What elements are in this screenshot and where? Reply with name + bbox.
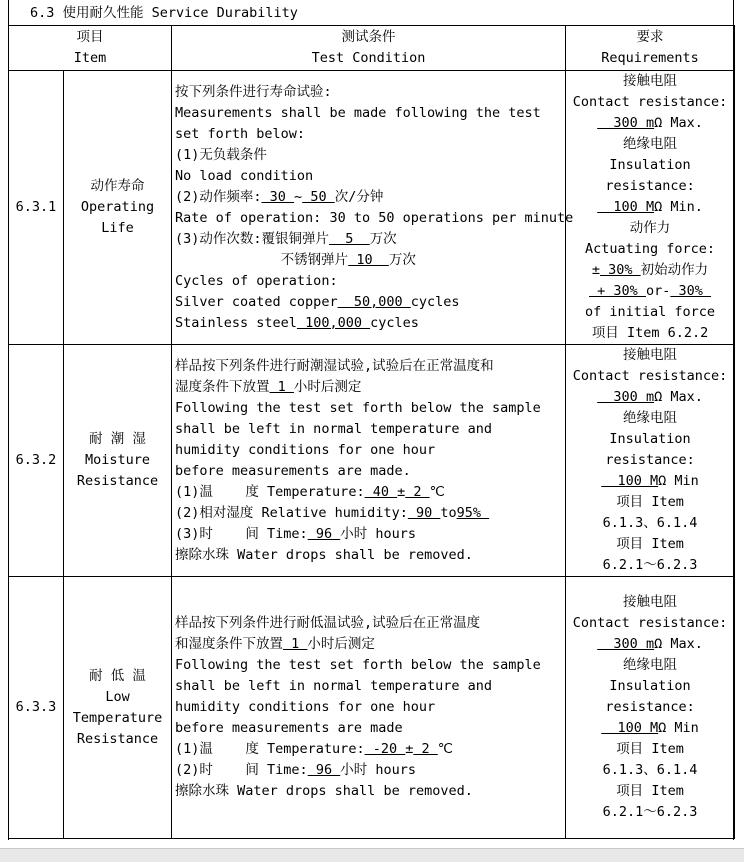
- text-segment: Contact resistance:: [572, 368, 728, 384]
- text-segment: 项目 Item: [616, 783, 684, 799]
- text-segment: 小时 hours: [340, 762, 416, 778]
- cell-line: [175, 208, 574, 229]
- text-segment: 动作力: [629, 220, 671, 236]
- cell-line: [175, 166, 565, 187]
- text-segment: before measurements are made: [175, 720, 403, 736]
- underlined-value: 1: [283, 636, 308, 652]
- text-segment: (3)时 间 Time:: [175, 525, 308, 542]
- text-segment: ℃: [429, 483, 445, 500]
- text-segment: Measurements shall be made following the test: [175, 104, 541, 121]
- cell-line: [566, 218, 734, 239]
- row-condition: [172, 71, 574, 345]
- row-item: [64, 577, 172, 839]
- text-segment: Contact resistance:: [572, 615, 728, 631]
- cell-line: [566, 260, 734, 281]
- text-segment: 擦除水珠 Water drops shall be removed.: [175, 783, 473, 799]
- row-condition: [172, 577, 566, 839]
- underlined-value: 30%: [670, 283, 711, 299]
- text-segment: ±: [405, 741, 414, 757]
- text-segment: humidity conditions for one hour: [175, 441, 436, 458]
- header-item: [9, 26, 172, 71]
- cell-line: [175, 781, 565, 802]
- cell-line: [175, 634, 565, 655]
- text-segment: ℃: [437, 741, 453, 757]
- text-segment: 接触电阻: [623, 347, 678, 363]
- cell-line: [175, 398, 565, 419]
- cell-line: [566, 408, 734, 429]
- cell-line: [175, 187, 565, 208]
- text-segment: cycles: [370, 314, 419, 331]
- item-zh: 耐 潮 湿: [89, 431, 146, 447]
- text-segment: ±: [397, 483, 406, 500]
- text-segment: Insulation: [609, 157, 691, 173]
- text-segment: resistance:: [605, 178, 695, 194]
- cell-line: [175, 503, 565, 524]
- text-segment: Following the test set forth below the sample: [175, 399, 541, 416]
- item-en: Moisture: [84, 452, 151, 468]
- cell-line: [566, 197, 734, 218]
- text-segment: Ω Min.: [654, 199, 703, 215]
- text-segment: Cycles of operation:: [175, 272, 338, 289]
- text-segment: 不锈钢弹片: [175, 251, 349, 268]
- row-requirements: [566, 577, 735, 839]
- cell-line: [566, 387, 734, 408]
- cell-line: [566, 92, 734, 113]
- text-segment: 接触电阻: [623, 594, 678, 610]
- cell-line: [566, 302, 734, 323]
- underlined-value: -20: [364, 741, 406, 757]
- text-segment: shall be left in normal temperature and: [175, 678, 492, 694]
- table-row: [9, 345, 735, 577]
- cell-line: [566, 634, 734, 655]
- text-segment: 6.1.3、6.1.4: [602, 515, 698, 531]
- text-segment: 小时后测定: [307, 636, 375, 652]
- text-segment: 小时后测定: [293, 378, 362, 395]
- text-segment: 项目 Item 6.2.2: [591, 325, 709, 341]
- cell-line: [566, 471, 734, 492]
- text-segment: Following the test set forth below the sample: [175, 657, 541, 673]
- cell-line: [175, 82, 565, 103]
- row-requirements: [566, 345, 735, 577]
- cell-line: [175, 482, 565, 503]
- header-item-en: Item: [73, 50, 107, 66]
- text-segment: 绝缘电阻: [623, 657, 678, 673]
- text-segment: 擦除水珠 Water drops shall be removed.: [175, 546, 473, 563]
- row-item: [64, 71, 172, 345]
- underlined-value: 300 m: [597, 115, 655, 131]
- underlined-value: 40: [364, 483, 398, 500]
- cell-line: [566, 281, 734, 302]
- text-segment: to: [440, 504, 457, 521]
- cell-line: [566, 239, 734, 260]
- text-segment: Stainless steel: [175, 314, 297, 331]
- cell-line: [175, 760, 565, 781]
- cell-line: [175, 124, 565, 145]
- underlined-value: 30%: [600, 262, 641, 278]
- cell-line: [175, 103, 565, 124]
- item-en: Low: [105, 688, 130, 705]
- cell-line: [566, 555, 734, 576]
- text-segment: 和湿度条件下放置: [175, 636, 284, 652]
- text-segment: resistance:: [605, 699, 695, 715]
- cell-line: [566, 492, 734, 513]
- cell-line: [566, 155, 734, 176]
- cell-line: [566, 134, 734, 155]
- underlined-value: 30: [261, 188, 295, 205]
- text-segment: 初始动作力: [640, 262, 709, 278]
- text-segment: 万次: [388, 251, 416, 268]
- item-en: Resistance: [76, 473, 159, 489]
- text-segment: humidity conditions for one hour: [175, 699, 436, 715]
- item-zh: 耐 低 温: [89, 667, 146, 684]
- item-zh: 动作寿命: [90, 178, 145, 194]
- text-segment: Ω Max.: [654, 115, 703, 131]
- text-segment: ~: [294, 188, 303, 205]
- text-segment: Rate of operation: 30 to 50 operations per minute: [175, 209, 574, 226]
- cell-line: [175, 613, 565, 634]
- text-segment: before measurements are made.: [175, 462, 411, 479]
- cell-line: [566, 513, 734, 534]
- cell-line: [566, 366, 734, 387]
- text-segment: resistance:: [605, 452, 695, 468]
- text-segment: set forth below:: [175, 125, 306, 142]
- underlined-value: 1: [269, 378, 294, 395]
- cell-line: [566, 655, 734, 676]
- cell-line: [566, 113, 734, 134]
- row-requirements: [566, 71, 735, 345]
- text-segment: Silver coated copper: [175, 293, 338, 310]
- text-segment: 湿度条件下放置: [175, 378, 270, 395]
- text-segment: of initial force: [584, 304, 716, 320]
- underlined-value: 10: [348, 251, 389, 268]
- row-number: 6.3.3: [9, 577, 64, 839]
- cell-line: [175, 655, 565, 676]
- text-segment: cycles: [410, 293, 460, 310]
- text-segment: Insulation: [609, 678, 691, 694]
- header-row: [9, 26, 735, 71]
- cell-line: [175, 461, 565, 482]
- item-en: Resistance: [76, 730, 159, 747]
- text-segment: 接触电阻: [623, 73, 678, 89]
- underlined-value: 96: [307, 525, 341, 542]
- text-segment: (2)动作频率:: [175, 188, 262, 205]
- row-item: [64, 345, 172, 577]
- text-segment: ±: [591, 262, 601, 278]
- underlined-value: 96: [307, 762, 341, 778]
- header-cond-zh: 测试条件: [341, 29, 396, 45]
- cell-line: [566, 613, 734, 634]
- text-segment: 绝缘电阻: [623, 410, 678, 426]
- cell-line: [175, 356, 565, 377]
- cell-line: [566, 697, 734, 718]
- header-condition: [172, 26, 566, 71]
- text-segment: 样品按下列条件进行耐低温试验,试验后在正常温度: [175, 615, 481, 631]
- text-segment: 次/分钟: [334, 188, 384, 205]
- text-segment: 项目 Item: [616, 741, 684, 757]
- row-condition: [172, 345, 566, 577]
- text-segment: Ω Max.: [654, 636, 703, 652]
- underlined-value: + 30%: [589, 283, 646, 299]
- text-segment: (3)动作次数:覆银铜弹片: [175, 230, 330, 247]
- text-segment: 绝缘电阻: [623, 136, 678, 152]
- cell-line: [175, 377, 565, 398]
- text-segment: No load condition: [175, 167, 314, 184]
- header-req-zh: 要求: [636, 29, 664, 45]
- cell-line: [175, 313, 565, 334]
- cell-line: [566, 323, 734, 344]
- header-requirements: [566, 26, 735, 71]
- header-cond-en: Test Condition: [311, 50, 426, 66]
- cell-line: [566, 718, 734, 739]
- underlined-value: 100 M: [601, 720, 659, 736]
- underlined-value: 300 m: [597, 389, 655, 405]
- cell-line: [566, 592, 734, 613]
- cell-line: [175, 440, 565, 461]
- header-req-en: Requirements: [601, 50, 699, 66]
- header-item-zh: 项目: [76, 29, 104, 45]
- cell-line: [175, 739, 565, 760]
- cell-line: [566, 802, 734, 823]
- underlined-value: 90: [407, 504, 441, 521]
- underlined-value: 2: [405, 483, 430, 500]
- row-number: 6.3.1: [9, 71, 64, 345]
- text-segment: Ω Min: [658, 720, 699, 736]
- cell-line: [566, 429, 734, 450]
- cell-line: [175, 271, 565, 292]
- section-title: 6.3 使用耐久性能 Service Durability: [30, 5, 298, 21]
- cell-line: [175, 545, 565, 566]
- cell-line: [566, 345, 734, 366]
- text-segment: 6.2.1～6.2.3: [602, 557, 698, 573]
- underlined-value: 95%: [456, 504, 490, 521]
- cell-line: [175, 292, 565, 313]
- cell-line: [566, 534, 734, 555]
- text-segment: or-: [645, 283, 671, 299]
- cell-line: [175, 419, 565, 440]
- cell-line: [566, 71, 734, 92]
- table-row: [9, 577, 735, 839]
- item-en: Operating: [80, 199, 155, 215]
- cell-line: [175, 250, 565, 271]
- cell-line: [175, 145, 565, 166]
- text-segment: 项目 Item: [616, 536, 684, 552]
- text-segment: 6.2.1～6.2.3: [602, 804, 698, 820]
- text-segment: 项目 Item: [616, 494, 684, 510]
- text-segment: 样品按下列条件进行耐潮湿试验,试验后在正常温度和: [175, 357, 494, 374]
- durability-table: [8, 25, 735, 839]
- underlined-value: 50,000: [337, 293, 411, 310]
- cell-line: [566, 760, 734, 781]
- underlined-value: 100,000: [296, 314, 371, 331]
- text-segment: (1)温 度 Temperature:: [175, 483, 365, 500]
- text-segment: (1)温 度 Temperature:: [175, 741, 365, 757]
- cell-line: [175, 524, 565, 545]
- underlined-value: 50: [302, 188, 335, 205]
- text-segment: (1)无负载条件: [175, 146, 267, 163]
- text-segment: 按下列条件进行寿命试验:: [175, 83, 332, 100]
- cell-line: [566, 176, 734, 197]
- text-segment: Ω Min: [658, 473, 699, 489]
- cell-line: [175, 229, 565, 250]
- underlined-value: 100 M: [597, 199, 655, 215]
- underlined-value: 2: [413, 741, 438, 757]
- text-segment: Insulation: [609, 431, 691, 447]
- text-segment: (2)时 间 Time:: [175, 762, 308, 778]
- cell-line: [566, 676, 734, 697]
- item-en: Life: [101, 220, 134, 236]
- text-segment: Ω Max.: [654, 389, 703, 405]
- text-segment: (2)相对湿度 Relative humidity:: [175, 504, 408, 521]
- cell-line: [175, 718, 565, 739]
- cell-line: [175, 676, 565, 697]
- text-segment: 小时 hours: [340, 525, 416, 542]
- underlined-value: 5: [329, 230, 370, 247]
- row-number: 6.3.2: [9, 345, 64, 577]
- cell-line: [175, 697, 565, 718]
- underlined-value: 300 m: [597, 636, 655, 652]
- text-segment: Contact resistance:: [572, 94, 728, 110]
- cell-line: [566, 781, 734, 802]
- underlined-value: 100 M: [601, 473, 659, 489]
- table-row: [9, 71, 735, 345]
- cell-line: [566, 450, 734, 471]
- viewer-footer-bar: [0, 848, 744, 862]
- item-en: Temperature: [72, 709, 163, 726]
- text-segment: shall be left in normal temperature and: [175, 420, 492, 437]
- text-segment: Actuating force:: [584, 241, 716, 257]
- text-segment: 6.1.3、6.1.4: [602, 762, 698, 778]
- cell-line: [566, 739, 734, 760]
- text-segment: 万次: [369, 230, 397, 247]
